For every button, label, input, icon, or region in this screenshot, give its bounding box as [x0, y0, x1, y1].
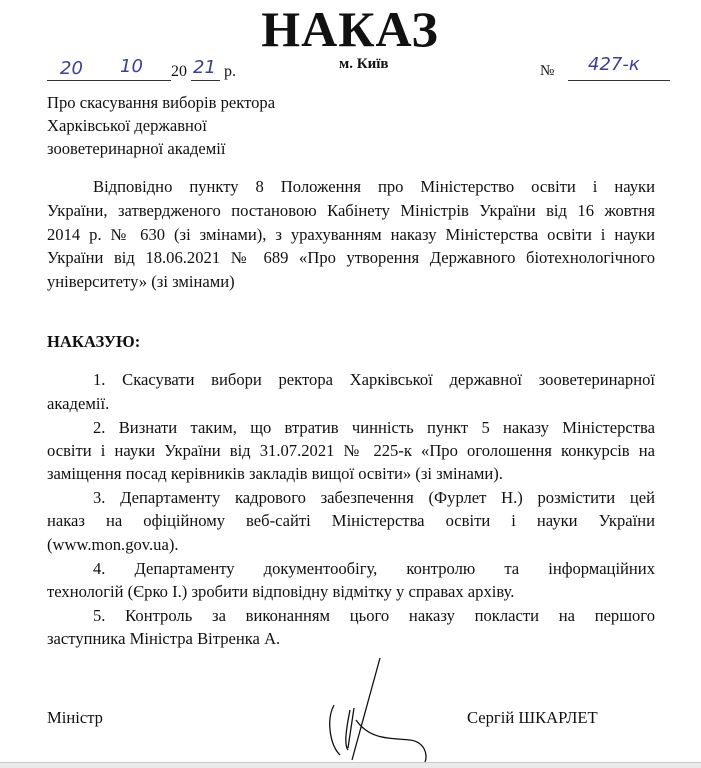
- item-line: академії.: [47, 394, 110, 413]
- order-number: 427-к: [588, 54, 640, 75]
- item-line: заступника Міністра Вітренка А.: [47, 629, 281, 648]
- subject-line: Харківської державної: [47, 116, 207, 135]
- item-line: 4. Департаменту документообігу, контролю та інформаційних: [93, 559, 655, 578]
- number-label: №: [540, 63, 555, 79]
- item-line: технологій (Єрко І.) зробити відповідну відмітку у справах архіву.: [47, 582, 515, 601]
- item-line: 2. Визнати таким, що втратив чинність пункт 5 наказу Міністерства: [93, 418, 655, 437]
- preamble-line: 2014 р. № 630 (зі змінами), з урахуванням наказу Міністерства освіти і науки: [47, 225, 655, 244]
- item-line: (www.mon.gov.ua).: [47, 535, 179, 554]
- preamble-line: Відповідно пункту 8 Положення про Міністерство освіти і науки: [93, 177, 655, 196]
- preamble-line: університету» (зі змінами): [47, 272, 235, 291]
- signature-name: Сергій ШКАРЛЕТ: [467, 708, 598, 727]
- document-title: НАКАЗ: [261, 1, 439, 57]
- year-prefix: 20: [171, 63, 187, 80]
- year-suffix: 21: [193, 57, 216, 78]
- signature-mark: [320, 650, 450, 762]
- year-unit: р.: [224, 63, 236, 80]
- preamble-line: України, затвердженого постановою Кабінету Міністрів України від 16 жовтня: [47, 201, 655, 220]
- item-line: 3. Департаменту кадрового забезпечення (Фурлет Н.) розмістити цей: [93, 488, 655, 507]
- page-bottom-edge: [0, 762, 701, 768]
- subject-line: Про скасування виборів ректора: [47, 93, 276, 112]
- signature-position: Міністр: [47, 708, 103, 727]
- item-line: 1. Скасувати вибори ректора Харківської державної зооветеринарної: [93, 370, 655, 389]
- date-month: 10: [120, 56, 143, 77]
- item-line: освіти і науки України від 31.07.2021 № 225-к «Про оголошення конкурсів на: [47, 441, 655, 460]
- preamble-line: України від 18.06.2021 № 689 «Про утворення Державного біотехнологічного: [47, 248, 655, 267]
- item-line: 5. Контроль за виконанням цього наказу покласти на першого: [93, 606, 655, 625]
- date-day: 20: [60, 58, 83, 79]
- item-line: наказ на офіційному веб-сайті Міністерства освіти і науки України: [47, 511, 655, 530]
- city: м. Київ: [339, 56, 389, 72]
- item-line: заміщення посад керівників закладів вищої освіти» (зі змінами).: [47, 464, 503, 483]
- subject-line: зооветеринарної академії: [47, 139, 226, 158]
- order-word: НАКАЗУЮ:: [47, 332, 141, 351]
